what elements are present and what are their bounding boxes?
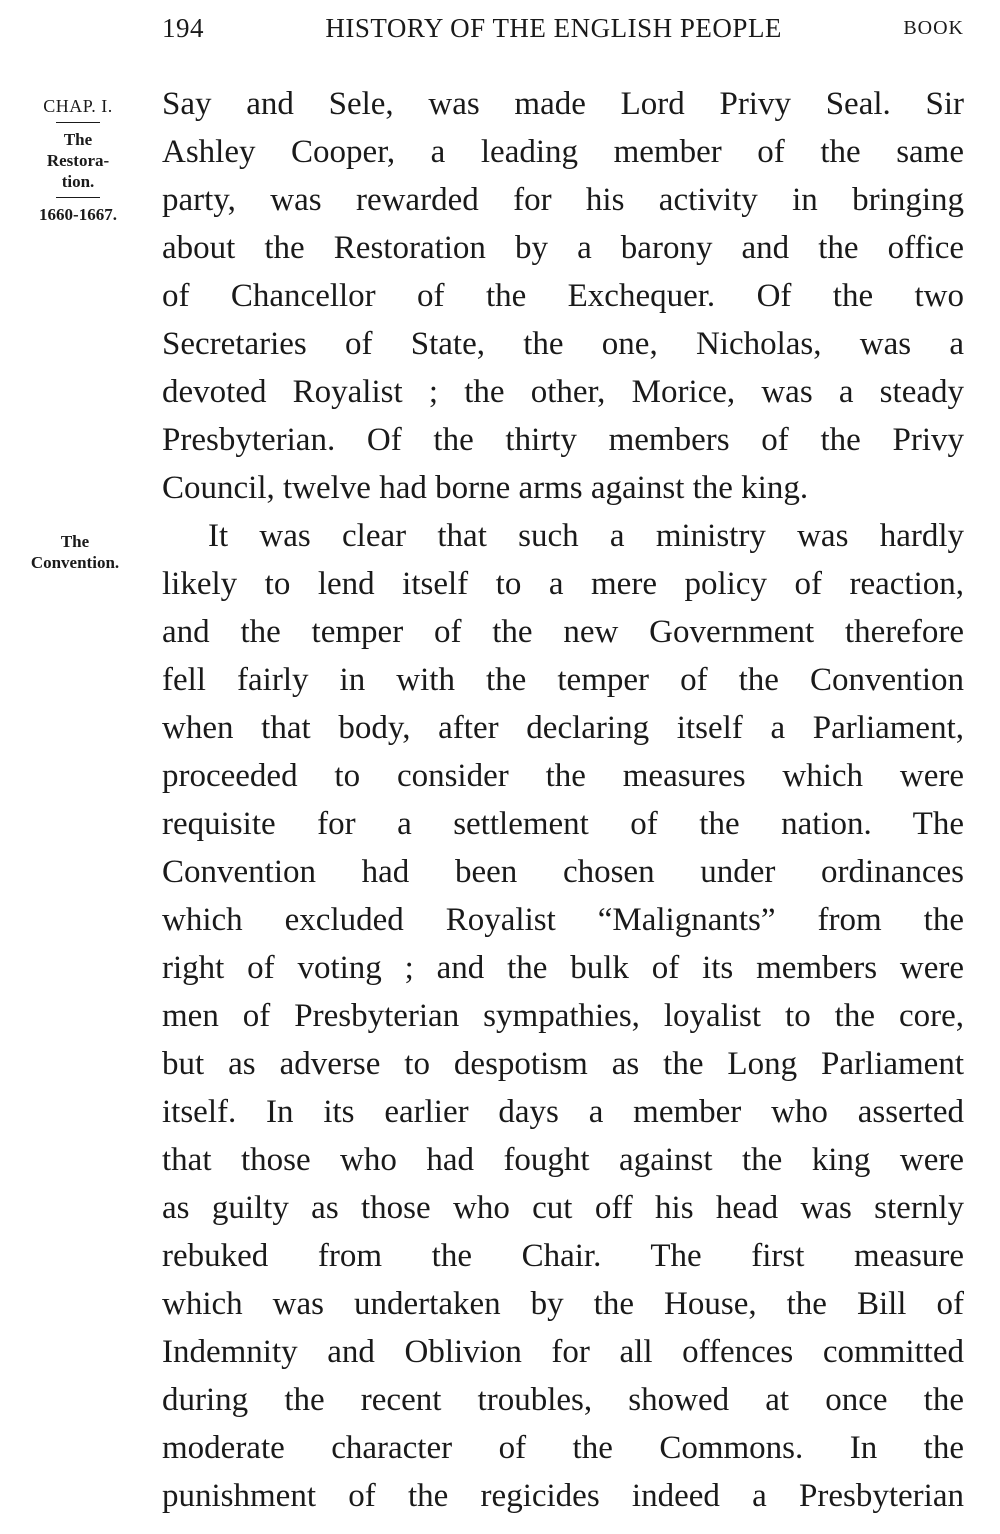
text-line: Indemnity and Oblivion for all offences committed bbox=[162, 1334, 964, 1370]
text-line: Say and Sele, was made Lord Privy Seal. Sir bbox=[162, 86, 964, 122]
running-head bbox=[162, 8, 964, 48]
book-label: BOOK bbox=[903, 16, 964, 39]
text-line: when that body, after declaring itself a Parliament, bbox=[162, 710, 964, 746]
text-line: moderate character of the Commons. In the bbox=[162, 1430, 964, 1466]
text-line: It was clear that such a ministry was hardly bbox=[208, 518, 964, 554]
text-line: right of voting ; and the bulk of its members were bbox=[162, 950, 964, 986]
text-line: Convention had been chosen under ordinances bbox=[162, 854, 964, 890]
margin-note-chapter bbox=[6, 96, 150, 225]
text-line: proceeded to consider the measures which were bbox=[162, 758, 964, 794]
text-line: likely to lend itself to a mere policy of reaction, bbox=[162, 566, 964, 602]
date-range: 1660-1667. bbox=[39, 205, 117, 224]
text-line: party, was rewarded for his activity in bringing bbox=[162, 182, 964, 218]
text-line: requisite for a settlement of the nation. The bbox=[162, 806, 964, 842]
margin-note-convention bbox=[0, 531, 150, 573]
text-line: punishment of the regicides indeed a Presbyterian bbox=[162, 1478, 964, 1514]
text-line: about the Restoration by a barony and the office bbox=[162, 230, 964, 266]
text-line: fell fairly in with the temper of the Convention bbox=[162, 662, 964, 698]
chapter-label: CHAP. I. bbox=[43, 96, 113, 116]
section-title-line: The bbox=[63, 130, 93, 149]
text-line: devoted Royalist ; the other, Morice, was a steady bbox=[162, 374, 964, 410]
text-line: men of Presbyterian sympathies, loyalist to the core, bbox=[162, 998, 964, 1034]
text-line: which excluded Royalist “Malignants” from the bbox=[162, 902, 964, 938]
text-line: and the temper of the new Government therefore bbox=[162, 614, 964, 650]
body-text bbox=[162, 80, 964, 1520]
section-title-line: tion. bbox=[61, 172, 95, 191]
text-line: Council, twelve had borne arms against the king. bbox=[162, 470, 809, 506]
section-title-restoration bbox=[6, 129, 150, 192]
text-line: Presbyterian. Of the thirty members of the Privy bbox=[162, 422, 964, 458]
section-title-line: Restora- bbox=[46, 151, 110, 170]
page-number: 194 bbox=[162, 12, 204, 43]
text-line: Secretaries of State, the one, Nicholas, was a bbox=[162, 326, 964, 362]
margin-rule-bottom bbox=[56, 197, 100, 198]
text-line: of Chancellor of the Exchequer. Of the two bbox=[162, 278, 964, 314]
text-line: Ashley Cooper, a leading member of the same bbox=[162, 134, 964, 170]
section-title-line: The bbox=[60, 532, 90, 551]
text-line: rebuked from the Chair. The first measure bbox=[162, 1238, 964, 1274]
text-line: as guilty as those who cut off his head was sternly bbox=[162, 1190, 964, 1226]
text-line: during the recent troubles, showed at once the bbox=[162, 1382, 964, 1418]
margin-rule-top bbox=[56, 122, 100, 123]
text-line: which was undertaken by the House, the Bill of bbox=[162, 1286, 964, 1322]
text-line: itself. In its earlier days a member who asserted bbox=[162, 1094, 964, 1130]
text-line: that those who had fought against the king were bbox=[162, 1142, 964, 1178]
section-title-line: Convention. bbox=[30, 553, 120, 572]
running-title: HISTORY OF THE ENGLISH PEOPLE bbox=[325, 12, 782, 43]
text-line: but as adverse to despotism as the Long Parliament bbox=[162, 1046, 964, 1082]
